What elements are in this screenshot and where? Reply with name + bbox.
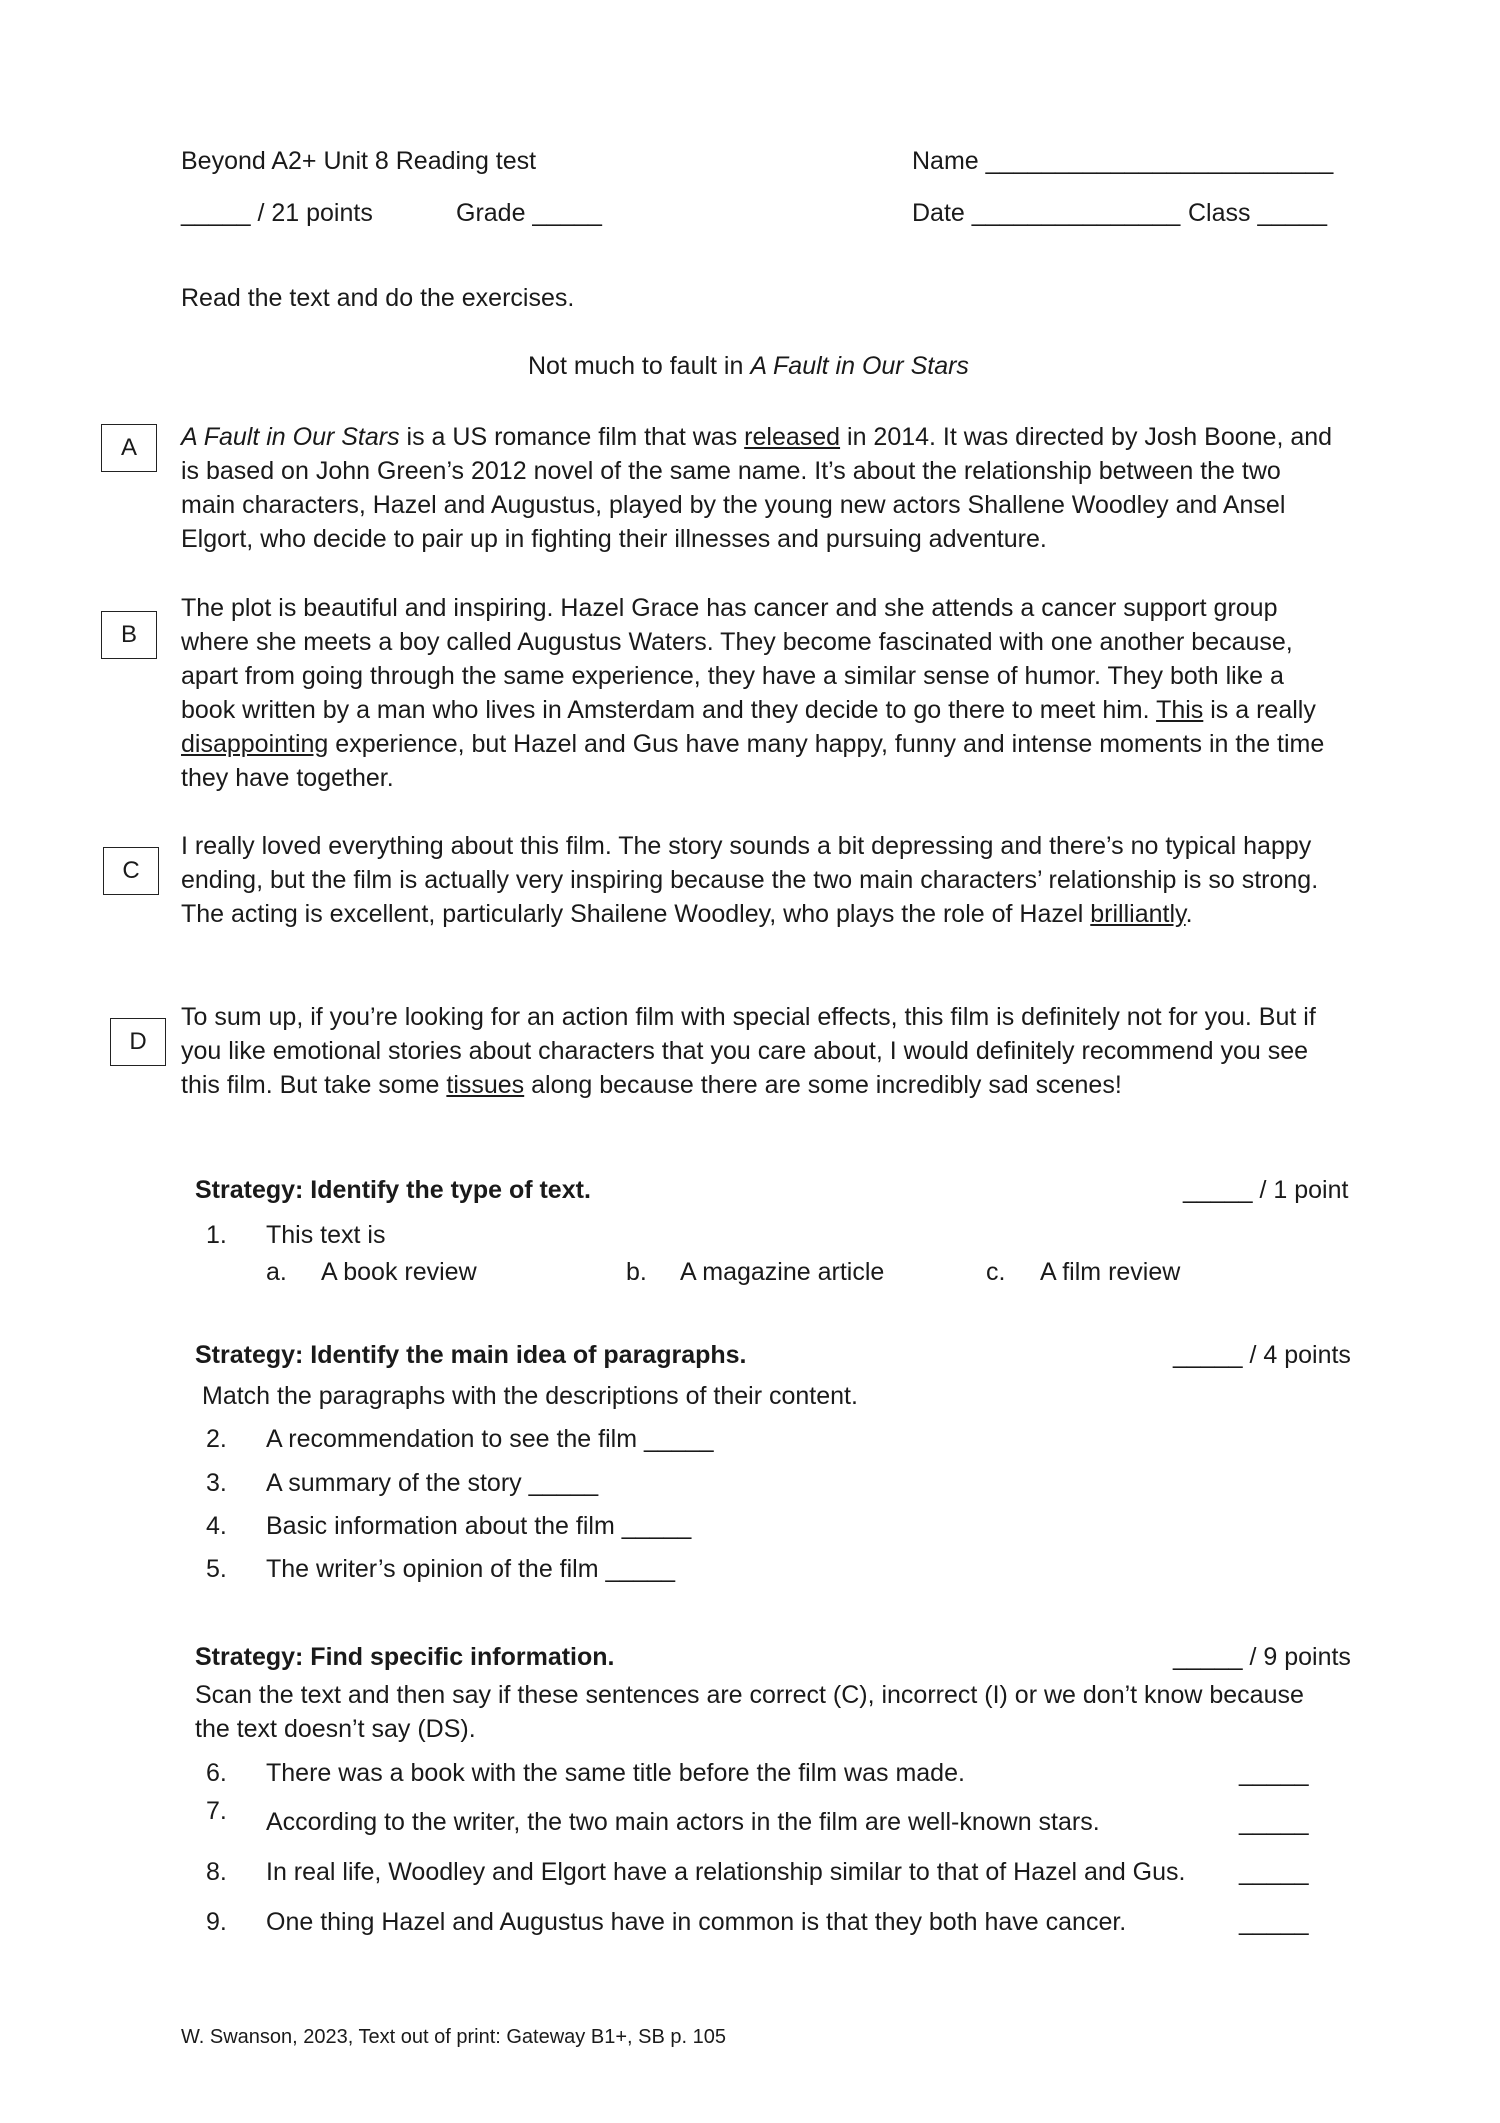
item-number: 6. [206, 1759, 227, 1787]
date-line: Date _______________ [912, 199, 1181, 227]
match-item: The writer’s opinion of the film _____ [266, 1555, 676, 1583]
answer-blank: _____ [1239, 1808, 1309, 1836]
item-number: 3. [206, 1469, 227, 1497]
class-line: Class _____ [1188, 199, 1327, 227]
option-b-text: A magazine article [680, 1258, 885, 1286]
paragraph-letter-d: D [110, 1018, 166, 1066]
question-text: This text is [266, 1221, 386, 1249]
question-number: 1. [206, 1221, 227, 1249]
paragraph-letter-c: C [103, 847, 159, 895]
item-number: 7. [206, 1797, 227, 1825]
answer-blank: _____ [1239, 1908, 1309, 1936]
item-number: 8. [206, 1858, 227, 1886]
statement: In real life, Woodley and Elgort have a relationship similar to that of Hazel and Gus. [266, 1858, 1186, 1886]
option-c-letter: c. [986, 1258, 1006, 1286]
grade-line: Grade _____ [456, 199, 602, 227]
answer-blank: _____ [1239, 1759, 1309, 1787]
option-a-text: A book review [321, 1258, 477, 1286]
item-number: 9. [206, 1908, 227, 1936]
paragraph-d: To sum up, if you’re looking for an action film with special effects, this film is definitely not for you. But if you like emotional stories about characters that you care about, I would definitely recommend you see this film. But take some tissues along because there are some incredibly sad scenes! [181, 1003, 1316, 1099]
instructions: Read the text and do the exercises. [181, 284, 575, 312]
statement: There was a book with the same title before the film was made. [266, 1759, 965, 1787]
item-number: 4. [206, 1512, 227, 1540]
section3-instruction-line2: the text doesn’t say (DS). [195, 1715, 476, 1743]
section1-score: _____ / 1 point [1183, 1176, 1349, 1204]
option-b-letter: b. [626, 1258, 647, 1286]
section1-heading: Strategy: Identify the type of text. [195, 1176, 591, 1204]
section2-score: _____ / 4 points [1173, 1341, 1351, 1369]
paragraph-a: A Fault in Our Stars is a US romance film that was released in 2014. It was directed by Josh Boone, and is based on John Green’s 2012 novel of the same name. It’s about the relationship between the two main characters, Hazel and Augustus, played by the young new actors Shallene Woodley and Ansel Elgort, who decide to pair up in fighting their illnesses and pursuing adventure. [181, 423, 1333, 553]
section3-score: _____ / 9 points [1173, 1643, 1351, 1671]
statement: One thing Hazel and Augustus have in common is that they both have cancer. [266, 1908, 1127, 1936]
section3-instruction-line1: Scan the text and then say if these sentences are correct (C), incorrect (I) or we don’t know because [195, 1681, 1304, 1709]
match-item: Basic information about the film _____ [266, 1512, 692, 1540]
item-number: 2. [206, 1425, 227, 1453]
footer-citation: W. Swanson, 2023, Text out of print: Gateway B1+, SB p. 105 [181, 2026, 726, 2048]
statement: According to the writer, the two main actors in the film are well-known stars. [266, 1808, 1100, 1836]
paragraph-letter-b: B [101, 611, 157, 659]
section2-instruction: Match the paragraphs with the descriptions of their content. [202, 1382, 858, 1410]
article-title: Not much to fault in A Fault in Our Stars [528, 352, 969, 380]
paragraph-b: The plot is beautiful and inspiring. Hazel Grace has cancer and she attends a cancer support group where she meets a boy called Augustus Waters. They become fascinated with one another because, apart from going through the same experience, they have a similar sense of humor. They both like a book written by a man who lives in Amsterdam and they decide to go there to meet him. This is a really disappointing experience, but Hazel and Gus have many happy, funny and intense moments in the time they have together. [181, 594, 1325, 792]
section2-heading: Strategy: Identify the main idea of paragraphs. [195, 1341, 747, 1369]
test-title: Beyond A2+ Unit 8 Reading test [181, 147, 537, 175]
match-item: A summary of the story _____ [266, 1469, 599, 1497]
section3-heading: Strategy: Find specific information. [195, 1643, 615, 1671]
paragraph-c: I really loved everything about this film. The story sounds a bit depressing and there’s no typical happy ending, but the film is actually very inspiring because the two main characters’ relationship is so strong. The acting is excellent, particularly Shailene Woodley, who plays the role of Hazel brilliantly. [181, 832, 1319, 928]
total-points-line: _____ / 21 points [181, 199, 373, 227]
paragraph-letter-a: A [101, 424, 157, 472]
answer-blank: _____ [1239, 1858, 1309, 1886]
item-number: 5. [206, 1555, 227, 1583]
option-a-letter: a. [266, 1258, 287, 1286]
option-c-text: A film review [1040, 1258, 1181, 1286]
name-line: Name _________________________ [912, 147, 1334, 175]
match-item: A recommendation to see the film _____ [266, 1425, 714, 1453]
